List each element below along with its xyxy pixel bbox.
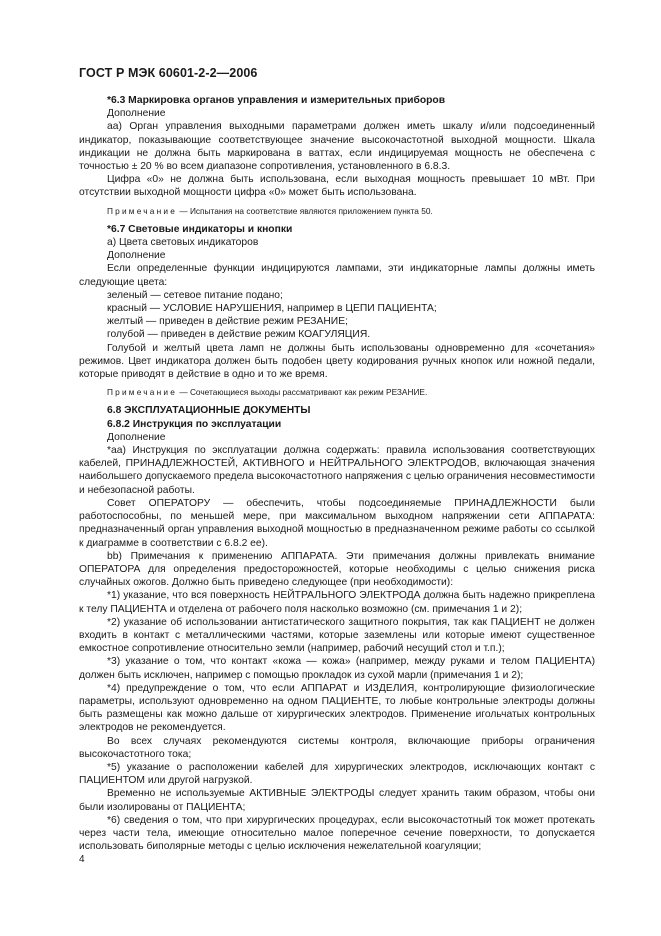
paragraph: Совет ОПЕРАТОРУ — обеспечить, чтобы подсоединяемые ПРИНАДЛЕЖНОСТИ были работоспособны, по меньшей мере, при максимальном выходном напряжении сети АППАРАТА: предназначенный орган управления выходной мощностью в предназначенном режиме работы со ссылкой к диаграмме в соответствии с 6.8.2 ее). <box>79 497 595 549</box>
note-label: Примечание <box>107 205 178 216</box>
note <box>79 205 595 218</box>
section-heading-6-8-2: 6.8.2 Инструкция по эксплуатации <box>107 418 282 430</box>
paragraph: Дополнение <box>107 108 166 120</box>
paragraph: а) Цвета световых индикаторов <box>107 237 259 249</box>
document-header: ГОСТ Р МЭК 60601-2-2—2006 <box>79 66 258 80</box>
list-item: желтый — приведен в действие режим РЕЗАНИЕ; <box>107 316 348 328</box>
paragraph: Если определенные функции индицируются лампами, эти индикаторные лампы должны иметь следующие цвета: <box>79 263 595 288</box>
paragraph: Дополнение <box>107 431 166 443</box>
section-heading-6-3: *6.3 Маркировка органов управления и измерительных приборов <box>107 95 446 106</box>
paragraph: Голубой и желтый цвета ламп не должны быть использованы одновременно для «сочетания» режимов. Цвет индикатора должен быть подобен цвету кодирования ручных кнопок или ножной педали, которые приводят в действие в одно и то же время. <box>79 342 595 381</box>
list-item: *6) сведения о том, что при хирургических процедурах, если высокочастотный ток может протекать через части тела, имеющие относительно малое поперечное сечение поверхности, то допускается использовать биполярные методы с целью исключения нежелательной коагуляции; <box>79 814 595 853</box>
list-item: голубой — приведен в действие режим КОАГУЛЯЦИЯ. <box>107 329 371 341</box>
note-label: Примечание <box>107 387 178 398</box>
list-item: *3) указание о том, что контакт «кожа — кожа» (например, между руками и телом ПАЦИЕНТА) должен быть исключен, например с помощью прокладок из сухой марли (примечания 1 и 2); <box>79 656 595 681</box>
list-item: *4) предупреждение о том, что если АППАРАТ и ИЗДЕЛИЯ, контролирующие физиологические параметры, используют одновременно на одном ПАЦИЕНТЕ, то любые контрольные электроды должны быть размещены как можно дальше от хирургических электродов. Применение игольчатых контрольных электродов не рекомендуется. <box>79 682 595 734</box>
paragraph: Во всех случаях рекомендуются системы контроля, включающие приборы ограничения высокочастотного тока; <box>79 735 595 760</box>
section-heading-6-8: 6.8 ЭКСПЛУАТАЦИОННЫЕ ДОКУМЕНТЫ <box>107 405 311 417</box>
note <box>79 386 595 399</box>
list-item: *2) указание об использовании антистатического защитного покрытия, так как ПАЦИЕНТ не должен входить в контакт с металлическими частями, которые заземлены или которые имеют существенное емкостное сопротивление относительно земли (например, рабочий несущий стол и т.п.); <box>79 616 595 655</box>
document-body <box>79 94 595 853</box>
section-heading-6-7: *6.7 Световые индикаторы и кнопки <box>107 223 293 235</box>
page-number: 4 <box>79 854 85 865</box>
paragraph: аа) Орган управления выходными параметрами должен иметь шкалу и/или подсоединенный индикатор, показывающие соответствующее значение высокочастотной выходной мощности. Шкала индикации не должна быть маркирована в ваттах, если индицируемая мощность не обеспечена с точностью ± 20 % во всем диапазоне сопротивления, установленного в 6.8.3. <box>79 121 595 173</box>
paragraph: Временно не используемые АКТИВНЫЕ ЭЛЕКТРОДЫ следует хранить таким образом, чтобы они были изолированы от ПАЦИЕНТА; <box>79 788 595 813</box>
paragraph: Дополнение <box>107 250 166 262</box>
list-item: *5) указание о расположении кабелей для хирургических электродов, исключающих контакт с ПАЦИЕНТОМ или другой нагрузкой. <box>79 761 595 787</box>
paragraph: bb) Примечания к применению АППАРАТА. Эти примечания должны привлекать внимание ОПЕРАТОРА для определения предосторожностей, которые необходимы с целью снижения риска случайных ожогов. Должно быть приведено следующее (при необходимости): <box>79 550 595 589</box>
note-text: — Сочетающиеся выходы рассматривают как режим РЕЗАНИЕ. <box>177 387 428 398</box>
list-item: красный — УСЛОВИЕ НАРУШЕНИЯ, например в ЦЕПИ ПАЦИЕНТА; <box>107 303 437 315</box>
list-item: зеленый — сетевое питание подано; <box>107 289 283 301</box>
list-item: *1) указание, что вся поверхность НЕЙТРАЛЬНОГО ЭЛЕКТРОДА должна быть надежно прикреплена к телу ПАЦИЕНТА и отделена от рабочего поля насколько возможно (см. примечания 1 и 2); <box>79 590 595 615</box>
note-text: — Испытания на соответствие являются приложением пункта 50. <box>177 205 433 216</box>
paragraph: Цифра «0» не должна быть использована, если выходная мощность превышает 10 мВт. При отсутствии выходной мощности цифра «0» может быть использована. <box>79 174 595 199</box>
paragraph: *аа) Инструкция по эксплуатации должна содержать: правила использования соответствующих кабелей, ПРИНАДЛЕЖНОСТЕЙ, АКТИВНОГО и НЕЙТРАЛЬНОГО ЭЛЕКТРОДОВ, включающая значения наибольшего допускаемого предела высокочастотного напряжения с целью ограничения несовместимости и небезопасной работы. <box>79 445 595 496</box>
